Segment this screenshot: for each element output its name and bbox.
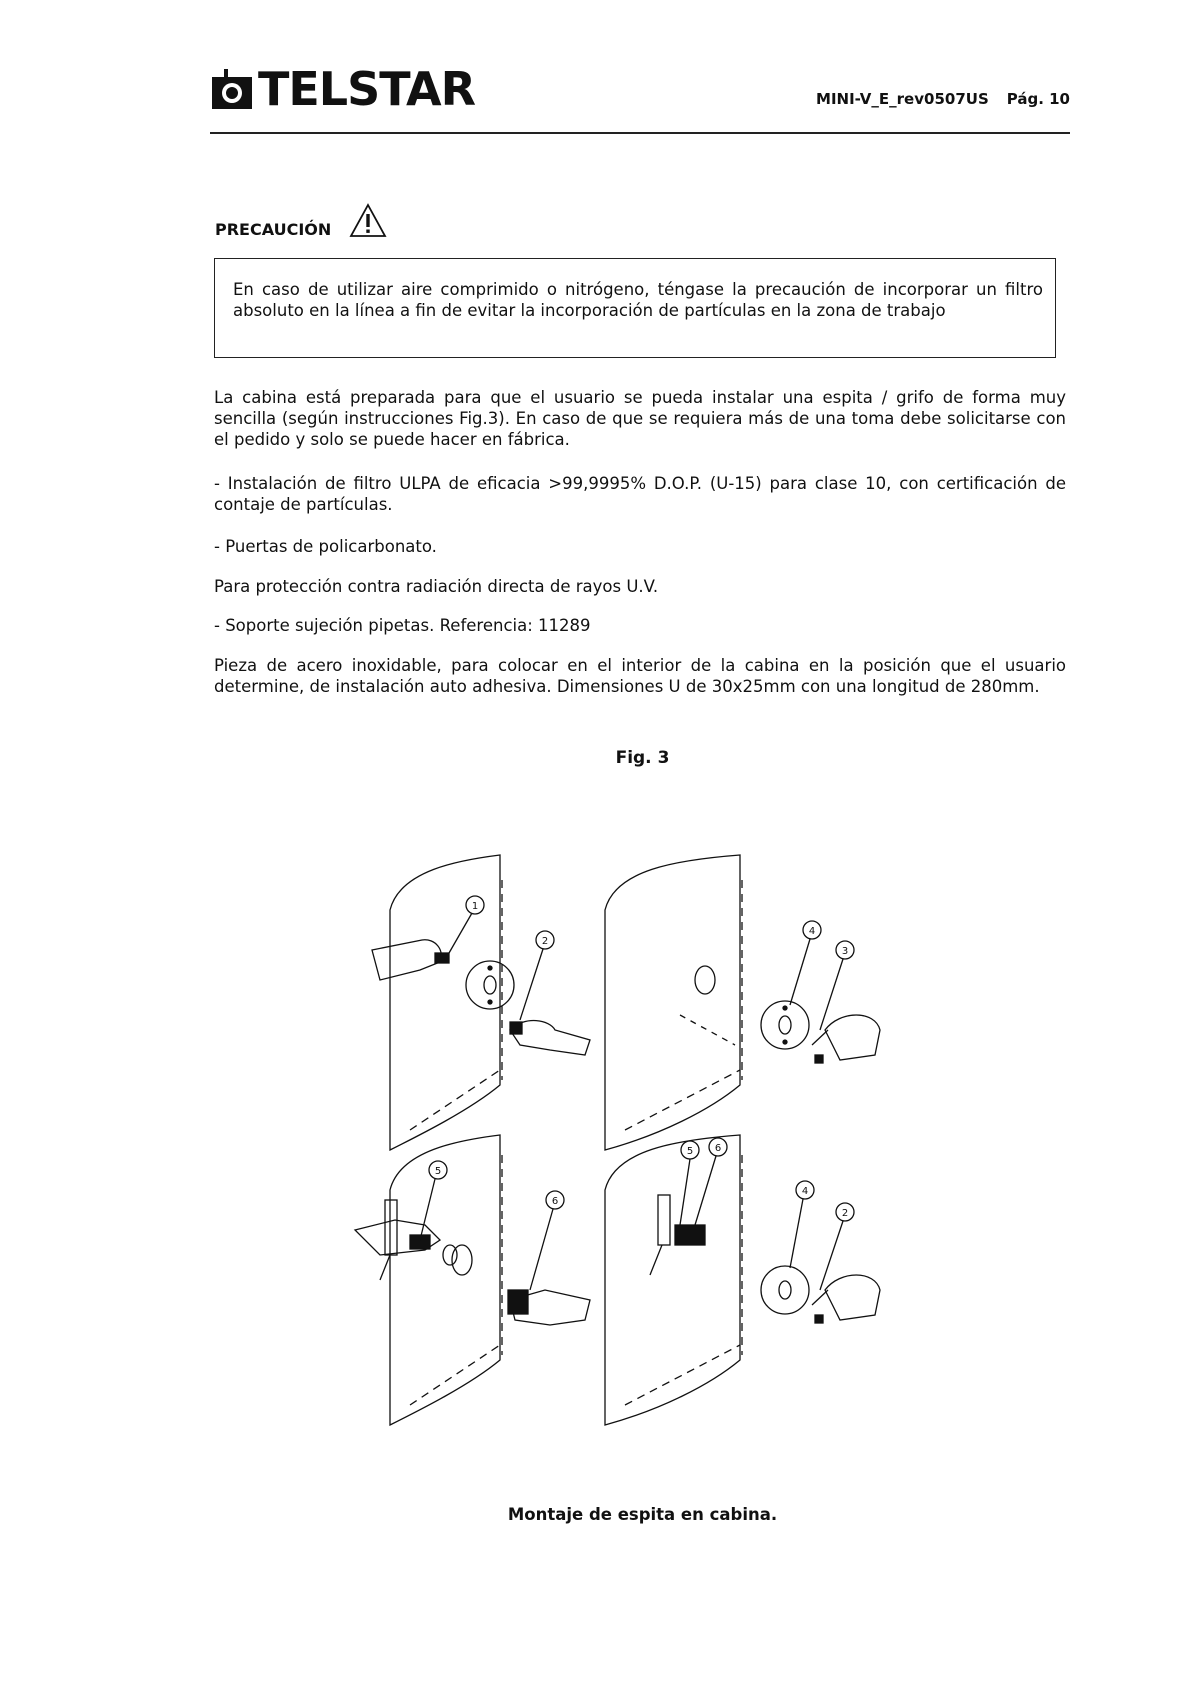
callout-label-4b: 6 (714, 1143, 722, 1154)
brand-name: TELSTAR (258, 62, 476, 116)
page-header (210, 62, 1070, 134)
hand-3 (825, 1015, 880, 1060)
callout-label-3a: 5 (434, 1166, 442, 1177)
hand-6 (825, 1275, 880, 1320)
callout-label-2a: 4 (808, 926, 816, 937)
callout-label-4c: 4 (801, 1186, 809, 1197)
caution-heading (215, 220, 387, 239)
figure-step-3 (355, 1135, 590, 1425)
figure-caption: Montaje de espita en cabina. (507, 1505, 778, 1524)
header-divider (210, 132, 1070, 134)
figure-title: Fig. 3 (615, 748, 670, 768)
caution-text: En caso de utilizar aire comprimido o nitrógeno, téngase la precaución de incorporar un filtro absoluto en la línea a fin de evitar la incorporación de partículas en la zona de trabajo (233, 280, 1043, 320)
doc-code: MINI-V_E_rev0507US (816, 90, 989, 108)
paragraph-pipette-support: - Soporte sujeción pipetas. Referencia: 11289 (214, 616, 591, 635)
hand-1 (372, 940, 441, 980)
figure-step-1 (372, 855, 590, 1150)
brand-logo (210, 64, 475, 114)
caution-box (214, 258, 1056, 358)
faucet-body-2 (658, 1195, 670, 1245)
cabinet-wall-1 (390, 855, 500, 1150)
paragraph-ulpa-filter: - Instalación de filtro ULPA de eficacia >99,9995% D.O.P. (U-15) para clase 10, con certificación de contaje de partículas. (214, 474, 1066, 514)
paragraph-intro: La cabina está preparada para que el usuario se pueda instalar una espita / grifo de forma muy sencilla (según instrucciones Fig.3). En caso de que se requiera más de una toma debe solicitarse con el pedido y solo se puede hacer en fábrica. (214, 388, 1066, 449)
cabinet-wall-2 (605, 855, 740, 1150)
caution-title: PRECAUCIÓN (215, 220, 332, 239)
cabinet-wall-4 (605, 1135, 740, 1425)
faucet-assembly-figure (350, 850, 960, 1480)
figure-step-4 (605, 1135, 880, 1425)
callout-label-4d: 2 (841, 1208, 849, 1219)
telstar-logo-icon (210, 67, 254, 111)
paragraph-polycarbonate-doors: - Puertas de policarbonato. (214, 537, 437, 556)
callout-label-3b: 6 (551, 1196, 559, 1207)
faucet-body-1 (385, 1200, 397, 1255)
mounting-plate-3 (761, 1266, 809, 1314)
document-reference (816, 90, 1070, 108)
warning-triangle-icon (349, 203, 387, 239)
callout-label-1a: 1 (471, 901, 479, 912)
callout-label-4a: 5 (686, 1146, 694, 1157)
paragraph-stainless-piece: Pieza de acero inoxidable, para colocar en el interior de la cabina en la posición que el usuario determine, de instalación auto adhesiva. Dimensiones U de 30x25mm con una longitud de 280mm. (214, 656, 1066, 696)
paragraph-uv-protection: Para protección contra radiación directa de rayos U.V. (214, 577, 659, 596)
figure-step-2 (605, 855, 880, 1150)
page-number: Pág. 10 (1006, 90, 1070, 108)
callout-label-2b: 3 (841, 946, 849, 957)
callout-label-1b: 2 (541, 936, 549, 947)
